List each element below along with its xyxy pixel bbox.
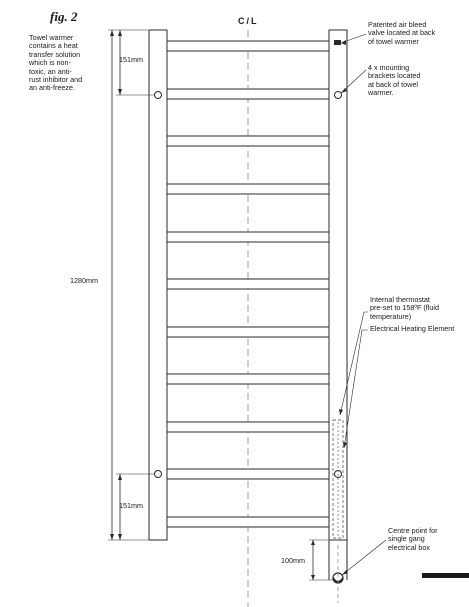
rung: [167, 136, 329, 146]
dim-bottom-151: 151mm: [119, 501, 143, 510]
rung: [167, 279, 329, 289]
rung: [167, 89, 329, 99]
rung: [167, 517, 329, 527]
bracket-bottom-left: [155, 471, 162, 478]
centerline-label: C/L: [238, 16, 259, 26]
air-bleed-valve-icon: [334, 40, 341, 45]
dim-box-100: 100mm: [281, 556, 305, 565]
bracket-top-right: [335, 92, 342, 99]
note-thermostat: Internal thermostat pre-set to 158ºF (fluid temperature): [370, 295, 439, 321]
rung: [167, 232, 329, 242]
left-upright: [149, 30, 167, 540]
figure-label: fig. 2: [50, 9, 78, 24]
note-centre-point: Centre point for single gang electrical box: [388, 526, 438, 552]
note-heating-element: Electrical Heating Element: [370, 324, 455, 333]
note-air-bleed: Patented air bleed valve located at back of towel warmer: [368, 20, 436, 46]
note-brackets: 4 x mounting brackets located at back of towel warmer.: [368, 63, 421, 98]
rung: [167, 41, 329, 51]
dim-top-151: 151mm: [119, 55, 143, 64]
rung: [167, 422, 329, 432]
bracket-top-left: [155, 92, 162, 99]
rung: [167, 469, 329, 479]
scale-bar: [422, 573, 469, 578]
rung: [167, 374, 329, 384]
rung: [167, 327, 329, 337]
rung: [167, 184, 329, 194]
dim-overall-1280: 1280mm: [70, 276, 98, 285]
note-solution: Towel warmer contains a heat transfer solution which is non- toxic, an anti- rust inhibitor and an anti-freeze.: [29, 33, 83, 93]
